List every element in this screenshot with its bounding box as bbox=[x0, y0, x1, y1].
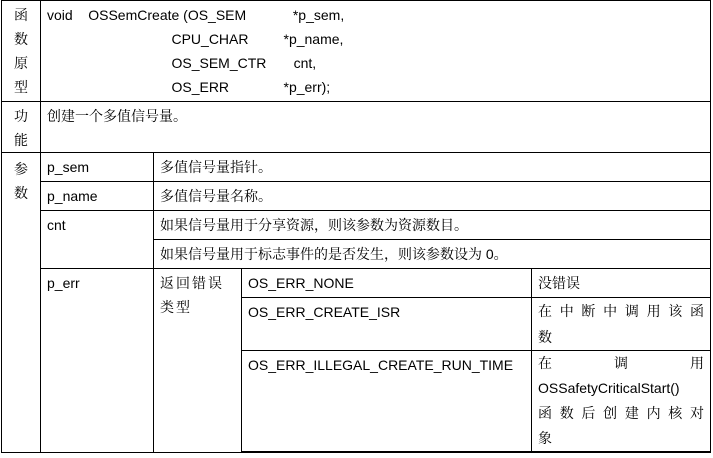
param-desc: 如果信号量用于标志事件的是否发生，则该参数设为 0。 bbox=[154, 240, 711, 269]
error-desc: 没错误 bbox=[532, 269, 711, 298]
param-name: p_sem bbox=[41, 153, 154, 182]
error-desc: 在中断中调用该函 数 bbox=[532, 298, 711, 351]
param-name: p_name bbox=[41, 182, 154, 211]
params-label: 参 数 bbox=[2, 153, 41, 453]
signature-line: OS_ERR *p_err); bbox=[47, 79, 331, 95]
param-name: cnt bbox=[41, 211, 154, 269]
signature-line: CPU_CHAR *p_name, bbox=[47, 31, 344, 47]
error-code: OS_ERR_CREATE_ISR bbox=[242, 298, 532, 351]
signature-line: void OSSemCreate (OS_SEM *p_sem, bbox=[47, 7, 345, 23]
error-code: OS_ERR_NONE bbox=[242, 269, 532, 298]
prototype-label: 函 数 原 型 bbox=[2, 1, 41, 102]
param-row-cnt bbox=[2, 211, 711, 240]
param-desc: 多值信号量名称。 bbox=[154, 182, 711, 211]
signature-line: OS_SEM_CTR cnt, bbox=[47, 55, 317, 71]
prototype-signature bbox=[41, 1, 711, 102]
prototype-row bbox=[2, 1, 711, 102]
error-type-label: 返回错误类型 bbox=[154, 269, 242, 453]
param-row-p_err bbox=[2, 269, 711, 298]
function-description: 创建一个多值信号量。 bbox=[41, 102, 711, 153]
param-name: p_err bbox=[41, 269, 154, 453]
error-desc: 在 调 用 OSSafetyCriticalStart() 函数后创建内核对 象 bbox=[532, 351, 711, 452]
param-row-p_sem bbox=[2, 153, 711, 182]
function-row bbox=[2, 102, 711, 153]
param-desc: 如果信号量用于分享资源，则该参数为资源数目。 bbox=[154, 211, 711, 240]
param-desc: 多值信号量指针。 bbox=[154, 153, 711, 182]
param-row-p_name bbox=[2, 182, 711, 211]
api-doc-table bbox=[1, 0, 711, 453]
error-code: OS_ERR_ILLEGAL_CREATE_RUN_TIME bbox=[242, 351, 532, 452]
function-label: 功 能 bbox=[2, 102, 41, 153]
